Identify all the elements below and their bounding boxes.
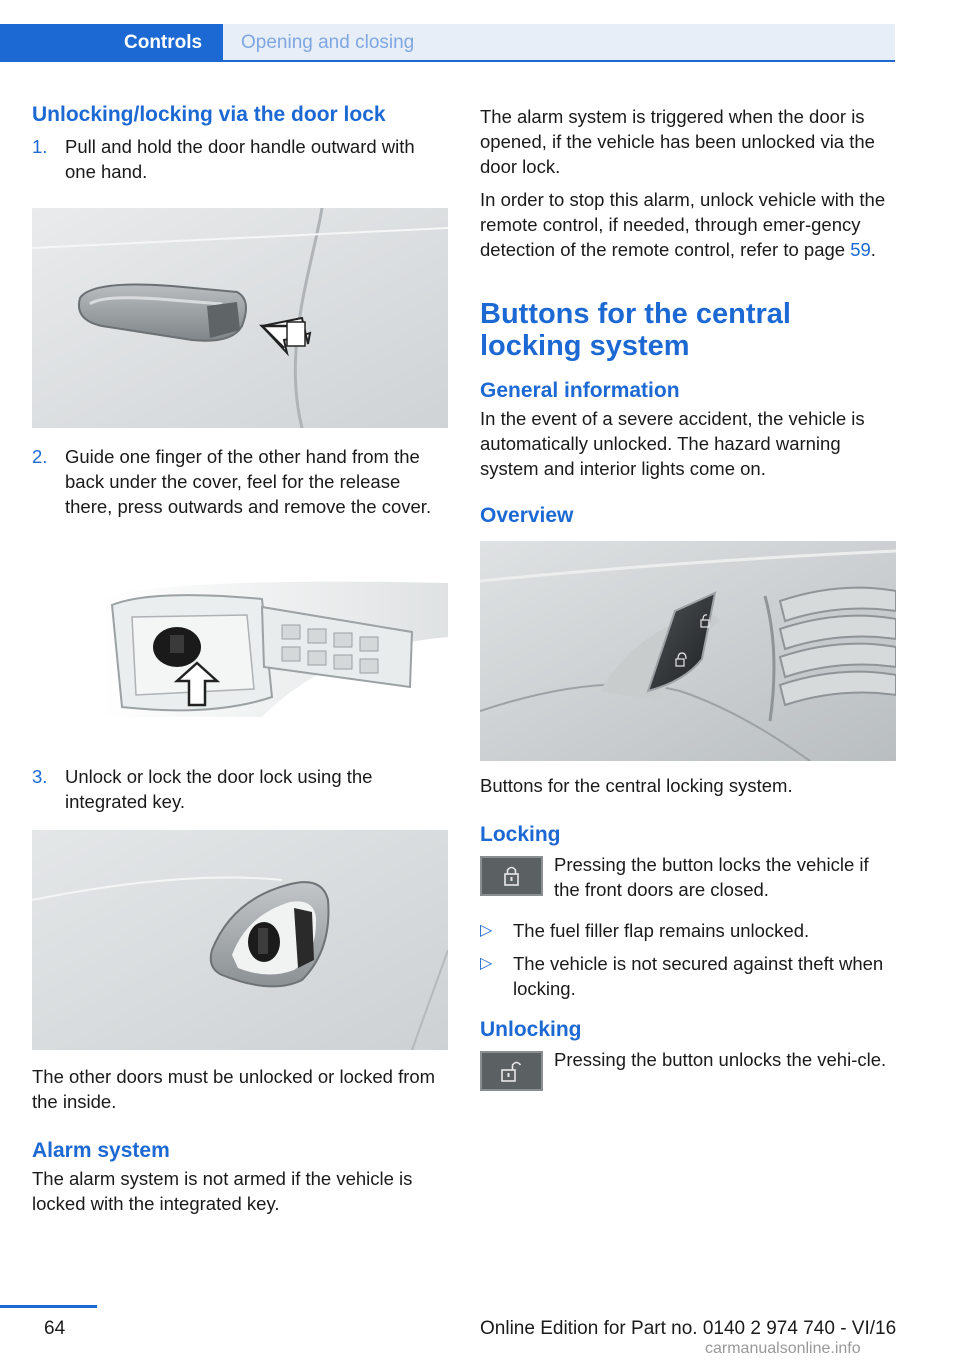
step-2: [32, 444, 448, 519]
door-handle-figure: [32, 208, 448, 428]
triangle-bullet-icon: ▷: [480, 922, 493, 939]
locking-text: Pressing the button locks the vehicle if the front doors are closed.: [554, 854, 869, 900]
step-text: Unlock or lock the door lock using the integrated key.: [65, 766, 373, 812]
page-link[interactable]: 59: [850, 239, 871, 260]
alarm-system-text: The alarm system is not armed if the vehicle is locked with the integrated key.: [32, 1168, 413, 1214]
unlocking-text: Pressing the button unlocks the vehi-cle.: [554, 1049, 887, 1070]
section-title: Buttons for the central locking system: [480, 298, 791, 362]
page-header: [0, 0, 960, 62]
tab-controls[interactable]: Controls: [0, 24, 223, 62]
central-locking-buttons-figure: [480, 541, 896, 761]
edition-text: Online Edition for Part no. 0140 2 974 740 - VI/16: [480, 1318, 897, 1339]
left-column: [32, 100, 448, 1216]
right-column: [480, 104, 896, 1091]
general-information-text: In the event of a severe accident, the vehicle is automatically unlocked. The hazard warning system and interior lights come on.: [480, 408, 865, 479]
unlocking-heading: Unlocking: [480, 1018, 582, 1041]
other-doors-text: The other doors must be unlocked or locked from the inside.: [32, 1066, 436, 1112]
alarm-system-heading: Alarm system: [32, 1139, 170, 1162]
step-1: [32, 134, 448, 184]
unlocking-row: [480, 1047, 896, 1091]
triangle-bullet-icon: ▷: [480, 955, 493, 972]
locking-heading: Locking: [480, 823, 561, 846]
step-text: Pull and hold the door handle outward with one hand.: [65, 136, 415, 182]
lock-cylinder-figure: [32, 830, 448, 1050]
footer-rule: [0, 1305, 97, 1308]
step-number: 2.: [32, 446, 48, 467]
watermark: carmanualsonline.info: [705, 1340, 861, 1357]
step-number: 3.: [32, 766, 48, 787]
locking-row: [480, 852, 896, 902]
cover-release-figure: [32, 577, 448, 722]
lock-button-icon: [480, 856, 543, 896]
alarm-trigger-text: The alarm system is triggered when the door is opened, if the vehicle has been unlocked via the door lock.: [480, 106, 875, 177]
page-number: 64: [44, 1318, 66, 1339]
step-text: Guide one finger of the other hand from the back under the cover, feel for the release there, press outwards and remove the cover.: [65, 446, 432, 517]
unlock-button-icon: [480, 1051, 543, 1091]
tab-opening-and-closing[interactable]: Opening and closing: [223, 24, 895, 62]
locking-notes: [480, 918, 896, 1001]
alarm-stop-text: In order to stop this alarm, unlock vehicle with the remote control, if needed, through emer-gency detection of the remote control, refer to page 59.: [480, 189, 886, 260]
overview-heading: Overview: [480, 504, 574, 527]
general-information-heading: General information: [480, 379, 680, 402]
list-item: ▷ The vehicle is not secured against theft when locking.: [480, 953, 884, 999]
header-rule: [0, 60, 895, 62]
door-lock-heading: Unlocking/locking via the door lock: [32, 103, 386, 126]
overview-caption: Buttons for the central locking system.: [480, 775, 793, 796]
list-item: ▷ The fuel filler flap remains unlocked.: [480, 920, 810, 941]
step-3: [32, 764, 448, 814]
step-number: 1.: [32, 136, 48, 157]
